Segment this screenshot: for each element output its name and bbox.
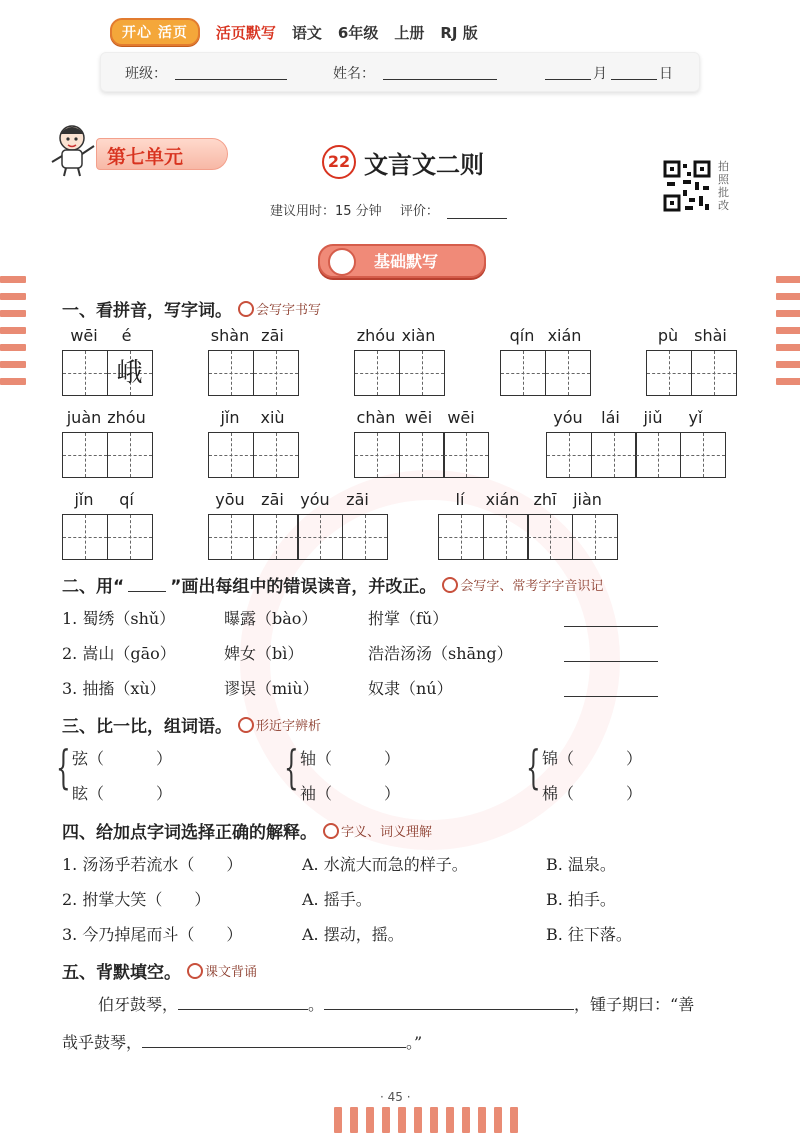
writing-cell[interactable] bbox=[438, 514, 484, 560]
pinyin-group bbox=[646, 326, 735, 396]
brace-symbol: { bbox=[284, 740, 299, 794]
pinyin-syllable: xiù bbox=[260, 408, 285, 427]
writing-cell[interactable] bbox=[399, 432, 445, 478]
choice-a[interactable]: A. 水流大而急的样子。 bbox=[302, 855, 468, 874]
pinyin-group bbox=[208, 326, 297, 396]
section-title: 基础默写 bbox=[374, 252, 439, 271]
pinyin-row bbox=[208, 408, 297, 430]
choice-q: 2. 拊掌大笑（ ） bbox=[62, 890, 211, 909]
pinyin-syllable: chàn bbox=[356, 408, 396, 427]
pinyin-group bbox=[62, 490, 151, 560]
writing-cell[interactable] bbox=[107, 432, 153, 478]
suggested-time: 建议用时：15 分钟 bbox=[270, 204, 382, 219]
q2-underline-sample bbox=[128, 577, 166, 592]
pinyin-syllable: yǐ bbox=[688, 408, 703, 427]
class-field[interactable] bbox=[175, 63, 287, 80]
pinyin-syllable: pù bbox=[657, 326, 679, 345]
pronunciation-item: 2. 嵩山（gāo） bbox=[62, 644, 176, 663]
writing-cell[interactable] bbox=[635, 432, 681, 478]
footer-stripes bbox=[334, 1107, 518, 1133]
month-field[interactable] bbox=[545, 63, 591, 80]
q2-heading bbox=[62, 572, 603, 597]
q3-title: 三、比一比，组词语。 bbox=[62, 717, 232, 737]
qr-code-icon[interactable] bbox=[663, 160, 711, 212]
writing-grid bbox=[62, 514, 151, 560]
pinyin-syllable: wēi bbox=[447, 408, 475, 427]
pronunciation-item: 奴隶（nú） bbox=[368, 679, 453, 698]
q2-tag: 会写字、常考字字音识记 bbox=[440, 575, 603, 594]
writing-cell[interactable] bbox=[253, 514, 299, 560]
pinyin-row bbox=[546, 408, 724, 430]
word-item: 轴（ bbox=[300, 749, 333, 768]
writing-cell[interactable] bbox=[208, 432, 254, 478]
pinyin-row bbox=[500, 326, 589, 348]
q5-tag: 课文背诵 bbox=[185, 961, 257, 980]
lesson-title bbox=[322, 145, 484, 179]
unit-tag bbox=[46, 126, 226, 174]
choice-b[interactable]: B. 往下落。 bbox=[546, 925, 632, 944]
pinyin-row bbox=[354, 408, 488, 430]
q5-text-2a: 哉乎鼓琴， bbox=[62, 1033, 143, 1052]
brace-symbol: { bbox=[526, 740, 541, 794]
writing-cell[interactable] bbox=[399, 350, 445, 396]
section-header bbox=[318, 244, 486, 278]
close-paren: ） bbox=[384, 784, 401, 803]
writing-grid bbox=[354, 350, 443, 396]
q4-heading bbox=[62, 818, 432, 843]
writing-cell[interactable] bbox=[253, 432, 299, 478]
writing-grid bbox=[500, 350, 589, 396]
pronunciation-item: 3. 抽搐（xù） bbox=[62, 679, 166, 698]
word-item: 袖（ bbox=[300, 784, 333, 803]
writing-cell[interactable] bbox=[546, 432, 592, 478]
pinyin-syllable: xián bbox=[485, 490, 520, 509]
correction-blank[interactable] bbox=[564, 661, 658, 662]
writing-cell[interactable] bbox=[354, 350, 400, 396]
pinyin-syllable: yóu bbox=[300, 490, 330, 509]
q1-tag: 会写字书写 bbox=[236, 299, 321, 318]
lesson-name: 文言文二则 bbox=[364, 150, 484, 179]
pinyin-group bbox=[62, 408, 151, 478]
pinyin-syllable: qín bbox=[509, 326, 535, 345]
pinyin-syllable: jǐn bbox=[74, 490, 94, 509]
q5-heading bbox=[62, 958, 257, 983]
choice-a[interactable]: A. 摆动，摇。 bbox=[302, 925, 404, 944]
evaluation-label: 评价： bbox=[399, 204, 439, 219]
brand-logo: 开心 活页 bbox=[110, 18, 200, 46]
pinyin-row bbox=[62, 408, 151, 430]
q5-blank-1[interactable] bbox=[178, 995, 308, 1010]
pinyin-syllable: lí bbox=[455, 490, 465, 509]
pinyin-group bbox=[500, 326, 589, 396]
word-blank[interactable] bbox=[574, 746, 624, 764]
student-info-bar bbox=[100, 52, 700, 92]
q3-heading bbox=[62, 712, 321, 737]
pinyin-syllable: wēi bbox=[404, 408, 433, 427]
word-blank[interactable] bbox=[332, 781, 382, 799]
word-blank[interactable] bbox=[104, 781, 154, 799]
word-item: 弦（ bbox=[72, 749, 105, 768]
correction-blank[interactable] bbox=[564, 696, 658, 697]
class-label: 班级： bbox=[125, 66, 167, 82]
writing-cell[interactable] bbox=[646, 350, 692, 396]
pinyin-syllable: yōu bbox=[215, 490, 245, 509]
pencil-badge-icon bbox=[328, 248, 356, 276]
q4-tag: 字义、词义理解 bbox=[321, 821, 432, 840]
writing-cell[interactable] bbox=[208, 350, 254, 396]
edition: RJ 版 bbox=[440, 23, 478, 42]
q5-blank-3[interactable] bbox=[142, 1033, 406, 1048]
close-paren: ） bbox=[384, 749, 401, 768]
writing-cell[interactable] bbox=[527, 514, 573, 560]
writing-cell[interactable] bbox=[691, 350, 737, 396]
pinyin-row bbox=[354, 326, 443, 348]
pinyin-syllable: zāi bbox=[261, 326, 284, 345]
writing-cell[interactable] bbox=[572, 514, 618, 560]
pinyin-group bbox=[438, 490, 616, 560]
day-field[interactable] bbox=[611, 63, 657, 80]
qr-caption: 拍照批改 bbox=[718, 160, 729, 212]
pinyin-syllable: xián bbox=[547, 326, 582, 345]
choice-q: 1. 汤汤乎若流水（ ） bbox=[62, 855, 243, 874]
lesson-number: 22 bbox=[322, 145, 356, 179]
q5-line-1 bbox=[98, 992, 694, 1015]
writing-cell[interactable] bbox=[545, 350, 591, 396]
pinyin-row bbox=[62, 326, 151, 348]
pinyin-syllable: jiàn bbox=[573, 490, 602, 509]
pinyin-group bbox=[354, 408, 488, 478]
writing-cell[interactable] bbox=[500, 350, 546, 396]
left-stripes bbox=[0, 276, 26, 395]
pinyin-syllable: zhī bbox=[533, 490, 557, 509]
time-evaluation bbox=[270, 200, 507, 219]
brace-symbol: { bbox=[56, 740, 71, 794]
q5-text-1a: 伯牙鼓琴， bbox=[98, 995, 179, 1014]
writing-cell[interactable] bbox=[208, 514, 254, 560]
subject: 语文 bbox=[291, 23, 322, 42]
writing-cell[interactable] bbox=[591, 432, 637, 478]
q5-blank-2[interactable] bbox=[324, 995, 574, 1010]
month-label: 月 bbox=[593, 66, 607, 82]
top-banner bbox=[110, 18, 696, 46]
pinyin-row bbox=[208, 326, 297, 348]
day-label: 日 bbox=[659, 66, 673, 82]
q5-text-1b: 。 bbox=[308, 995, 325, 1014]
word-blank[interactable] bbox=[104, 746, 154, 764]
q5-text-1c: ，锺子期曰：“善 bbox=[574, 995, 695, 1014]
writing-grid bbox=[208, 432, 297, 478]
word-item: 眩（ bbox=[72, 784, 105, 803]
q3-tag: 形近字辨析 bbox=[236, 715, 321, 734]
pinyin-group bbox=[208, 490, 386, 560]
term: 上册 bbox=[394, 23, 425, 42]
writing-cell[interactable] bbox=[107, 350, 153, 396]
writing-cell[interactable] bbox=[443, 432, 489, 478]
pinyin-syllable: wēi bbox=[70, 326, 98, 345]
pronunciation-item: 拊掌（fǔ） bbox=[368, 609, 449, 628]
name-field[interactable] bbox=[383, 63, 497, 80]
unit-ribbon bbox=[96, 138, 228, 170]
q5-title: 五、背默填空。 bbox=[62, 963, 181, 983]
close-paren: ） bbox=[156, 784, 173, 803]
pinyin-syllable: é bbox=[121, 326, 132, 345]
writing-cell[interactable] bbox=[297, 514, 343, 560]
unit-label: 第七单元 bbox=[107, 146, 184, 168]
pinyin-group bbox=[546, 408, 724, 478]
pinyin-row bbox=[208, 490, 386, 512]
pinyin-syllable: zāi bbox=[261, 490, 284, 509]
pronunciation-item: 曝露（bào） bbox=[224, 609, 318, 628]
choice-b[interactable]: B. 温泉。 bbox=[546, 855, 616, 874]
writing-cell[interactable] bbox=[342, 514, 388, 560]
pinyin-syllable: yóu bbox=[553, 408, 583, 427]
pronunciation-item: 婢女（bì） bbox=[224, 644, 304, 663]
evaluation-field[interactable] bbox=[447, 202, 507, 219]
q1-title: 一、看拼音，写字词。 bbox=[62, 301, 232, 321]
word-blank[interactable] bbox=[574, 781, 624, 799]
writing-grid bbox=[438, 514, 616, 560]
choice-a[interactable]: A. 摇手。 bbox=[302, 890, 372, 909]
writing-grid bbox=[208, 514, 386, 560]
writing-grid bbox=[646, 350, 735, 396]
writing-grid bbox=[62, 432, 151, 478]
writing-cell[interactable] bbox=[354, 432, 400, 478]
correction-blank[interactable] bbox=[564, 626, 658, 627]
pinyin-syllable: xiàn bbox=[401, 326, 436, 345]
pinyin-group bbox=[208, 408, 297, 478]
right-stripes bbox=[776, 276, 800, 395]
pinyin-syllable: zāi bbox=[346, 490, 369, 509]
choice-q: 3. 今乃掉尾而斗（ ） bbox=[62, 925, 243, 944]
mascot-icon bbox=[48, 122, 100, 178]
pinyin-row bbox=[438, 490, 616, 512]
pinyin-syllable: qí bbox=[119, 490, 134, 509]
writing-cell[interactable] bbox=[62, 514, 108, 560]
q1-heading bbox=[62, 296, 321, 321]
pinyin-syllable: shàn bbox=[210, 326, 250, 345]
close-paren: ） bbox=[626, 749, 643, 768]
pronunciation-item: 浩浩汤汤（shāng） bbox=[368, 644, 513, 663]
word-item: 锦（ bbox=[542, 749, 575, 768]
q4-title: 四、给加点字词选择正确的解释。 bbox=[62, 823, 317, 843]
choice-b[interactable]: B. 拍手。 bbox=[546, 890, 616, 909]
writing-cell[interactable] bbox=[680, 432, 726, 478]
pinyin-syllable: lái bbox=[601, 408, 620, 427]
pinyin-syllable: jǐn bbox=[220, 408, 240, 427]
q2-title-pre: 二、用“ bbox=[62, 577, 125, 597]
close-paren: ） bbox=[626, 784, 643, 803]
writing-grid bbox=[354, 432, 488, 478]
pinyin-row bbox=[646, 326, 735, 348]
pinyin-syllable: zhóu bbox=[107, 408, 146, 427]
writing-cell[interactable] bbox=[62, 350, 108, 396]
writing-grid bbox=[546, 432, 724, 478]
word-item: 棉（ bbox=[542, 784, 575, 803]
name-label: 姓名： bbox=[333, 66, 375, 82]
grade: 6年级 bbox=[337, 23, 379, 42]
pinyin-group bbox=[62, 326, 151, 396]
writing-cell[interactable] bbox=[107, 514, 153, 560]
pronunciation-item: 谬误（miù） bbox=[224, 679, 319, 698]
writing-cell[interactable] bbox=[253, 350, 299, 396]
writing-cell[interactable] bbox=[62, 432, 108, 478]
pinyin-syllable: juàn bbox=[66, 408, 102, 427]
close-paren: ） bbox=[156, 749, 173, 768]
q5-line-2 bbox=[62, 1030, 422, 1053]
writing-grid bbox=[62, 350, 151, 396]
q5-text-2b: 。” bbox=[406, 1033, 423, 1052]
writing-cell[interactable] bbox=[483, 514, 529, 560]
word-blank[interactable] bbox=[332, 746, 382, 764]
q2-title-post: ”画出每组中的错误读音，并改正。 bbox=[170, 577, 437, 597]
pinyin-row bbox=[62, 490, 151, 512]
pinyin-syllable: jiǔ bbox=[643, 408, 663, 427]
writing-grid bbox=[208, 350, 297, 396]
series-name: 活页默写 bbox=[215, 23, 276, 42]
pinyin-syllable: shài bbox=[694, 326, 727, 345]
pinyin-syllable: zhóu bbox=[356, 326, 396, 345]
pinyin-group bbox=[354, 326, 443, 396]
pronunciation-item: 1. 蜀绣（shǔ） bbox=[62, 609, 176, 628]
cell-char: 峨 bbox=[116, 358, 143, 388]
page-number: · 45 · bbox=[380, 1090, 411, 1104]
